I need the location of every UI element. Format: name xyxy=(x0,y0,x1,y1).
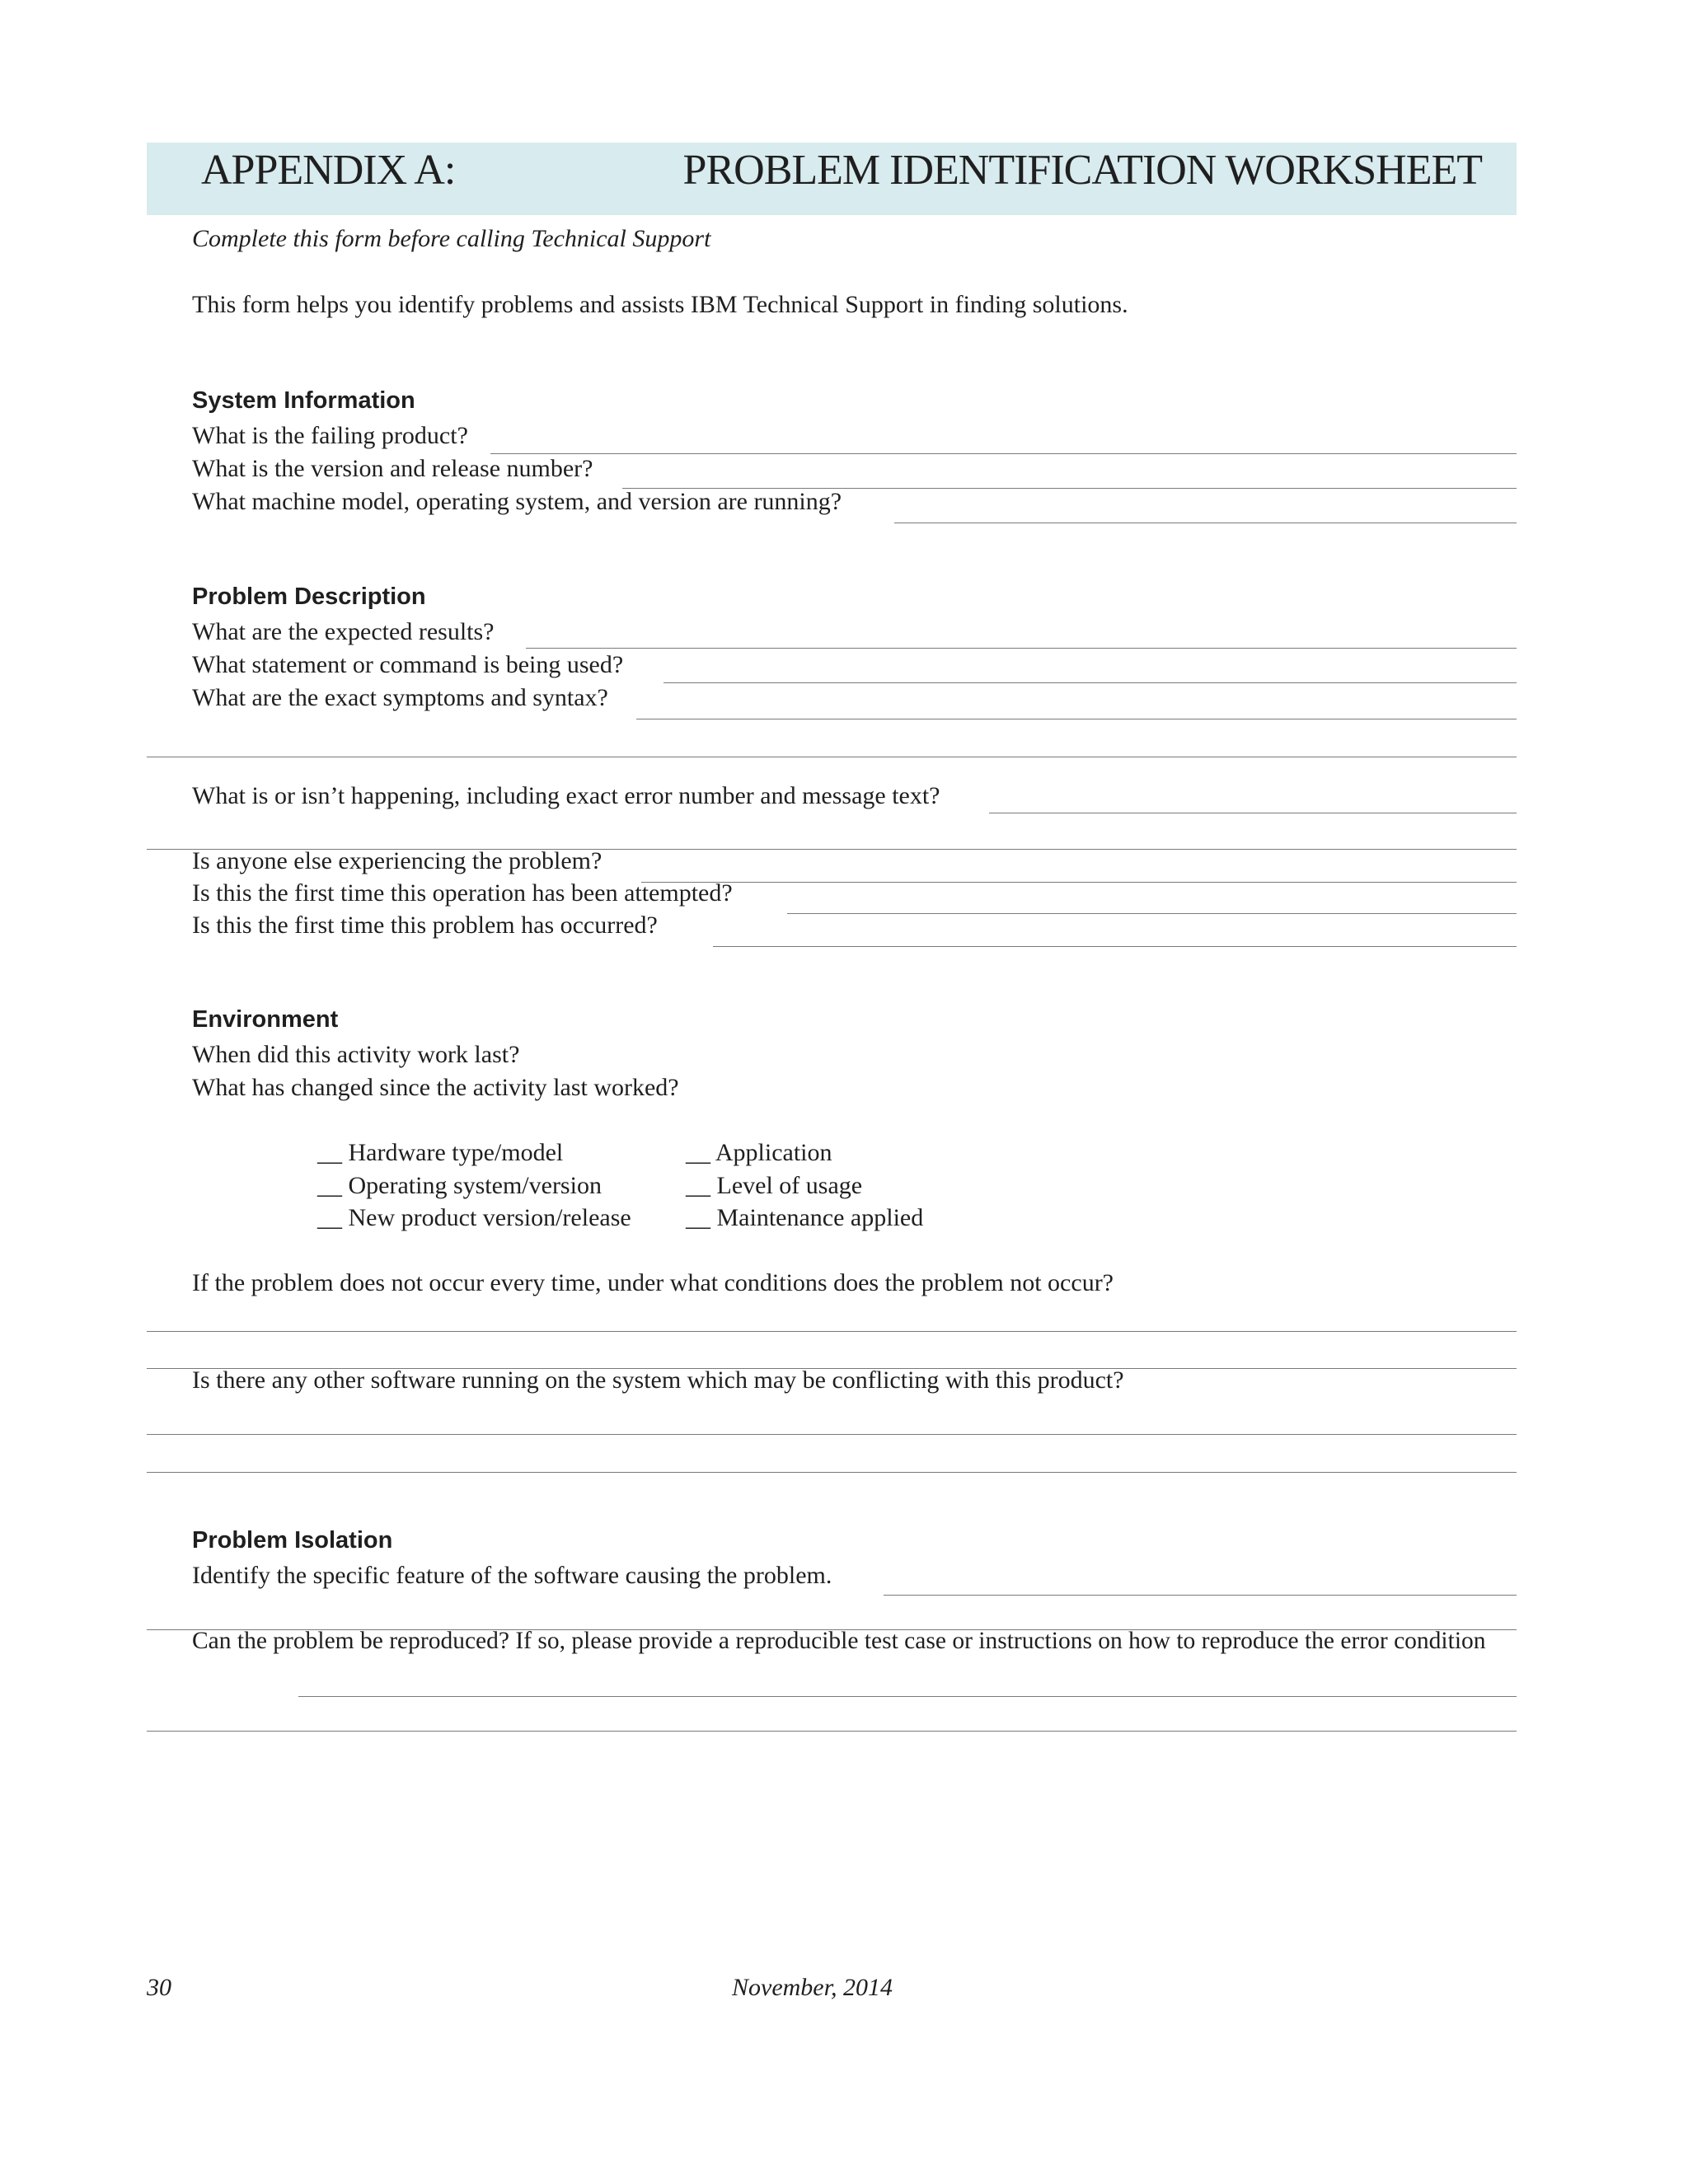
answer-line-first-occurrence[interactable] xyxy=(713,946,1517,947)
option-label: New product version/release xyxy=(348,1204,631,1231)
option-blank: __ xyxy=(317,1172,342,1199)
option-label: Maintenance applied xyxy=(716,1204,924,1231)
answer-line-specific-feature[interactable] xyxy=(884,1595,1517,1596)
answer-line-expected-results[interactable] xyxy=(526,648,1517,649)
option-blank: __ xyxy=(686,1204,710,1231)
worksheet-title: PROBLEM IDENTIFICATION WORKSHEET xyxy=(682,147,1482,194)
option-maintenance[interactable] xyxy=(686,1202,923,1235)
answer-line-first-operation[interactable] xyxy=(787,913,1517,914)
header-banner xyxy=(147,143,1517,215)
question-statement-command: What statement or command is being used? xyxy=(192,651,624,678)
option-blank: __ xyxy=(317,1204,342,1231)
answer-line-reproduced-extra[interactable] xyxy=(147,1731,1517,1732)
option-label: Hardware type/model xyxy=(348,1139,564,1166)
section-heading-problem-isolation: Problem Isolation xyxy=(192,1527,393,1554)
question-conditions: If the problem does not occur every time, under what conditions does the problem not occur? xyxy=(192,1269,1114,1296)
question-reproduced: Can the problem be reproduced? If so, please provide a reproducible test case or instructions on how to reproduce the error condition xyxy=(192,1628,1486,1654)
answer-line-statement-command[interactable] xyxy=(663,682,1517,683)
option-application[interactable] xyxy=(686,1137,832,1169)
option-blank: __ xyxy=(686,1139,710,1166)
question-what-changed: What has changed since the activity last worked? xyxy=(192,1074,679,1101)
question-other-software: Is there any other software running on the system which may be conflicting with this product? xyxy=(192,1366,1124,1394)
answer-line-other-software-extra[interactable] xyxy=(147,1472,1517,1473)
answer-line-failing-product[interactable] xyxy=(490,453,1517,454)
question-anyone-else: Is anyone else experiencing the problem? xyxy=(192,847,603,874)
option-new-product[interactable] xyxy=(317,1202,631,1235)
option-label: Operating system/version xyxy=(348,1172,602,1199)
answer-line-reproduced[interactable] xyxy=(298,1696,1517,1697)
question-first-occurrence: Is this the first time this problem has occurred? xyxy=(192,912,658,939)
option-label: Level of usage xyxy=(716,1172,863,1199)
question-specific-feature: Identify the specific feature of the software causing the problem. xyxy=(192,1562,832,1589)
footer-date: November, 2014 xyxy=(732,1974,893,2001)
question-expected-results: What are the expected results? xyxy=(192,618,495,645)
question-failing-product: What is the failing product? xyxy=(192,422,468,449)
option-level-of-usage[interactable] xyxy=(686,1169,862,1202)
question-first-operation: Is this the first time this operation has been attempted? xyxy=(192,879,733,907)
option-blank: __ xyxy=(317,1139,342,1166)
question-error-message: What is or isn’t happening, including exact error number and message text? xyxy=(192,782,940,809)
question-version-release: What is the version and release number? xyxy=(192,455,593,482)
question-exact-symptoms: What are the exact symptoms and syntax? xyxy=(192,684,608,711)
question-work-last: When did this activity work last? xyxy=(192,1041,520,1068)
answer-line-conditions[interactable] xyxy=(147,1331,1517,1332)
option-label: Application xyxy=(715,1139,832,1166)
question-machine-model: What machine model, operating system, and version are running? xyxy=(192,488,842,515)
option-operating-system[interactable] xyxy=(317,1169,602,1202)
option-hardware[interactable] xyxy=(317,1137,563,1169)
answer-line-anyone-else[interactable] xyxy=(641,882,1517,883)
section-heading-system-information: System Information xyxy=(192,387,415,414)
page-number: 30 xyxy=(147,1974,171,2001)
section-heading-problem-description: Problem Description xyxy=(192,583,426,610)
appendix-label: APPENDIX A: xyxy=(201,147,456,194)
answer-line-other-software[interactable] xyxy=(147,1434,1517,1435)
option-blank: __ xyxy=(686,1172,710,1199)
section-heading-environment: Environment xyxy=(192,1006,339,1033)
form-subtitle: Complete this form before calling Technical Support xyxy=(192,225,711,252)
form-description: This form helps you identify problems and assists IBM Technical Support in finding solutions. xyxy=(192,291,1128,318)
